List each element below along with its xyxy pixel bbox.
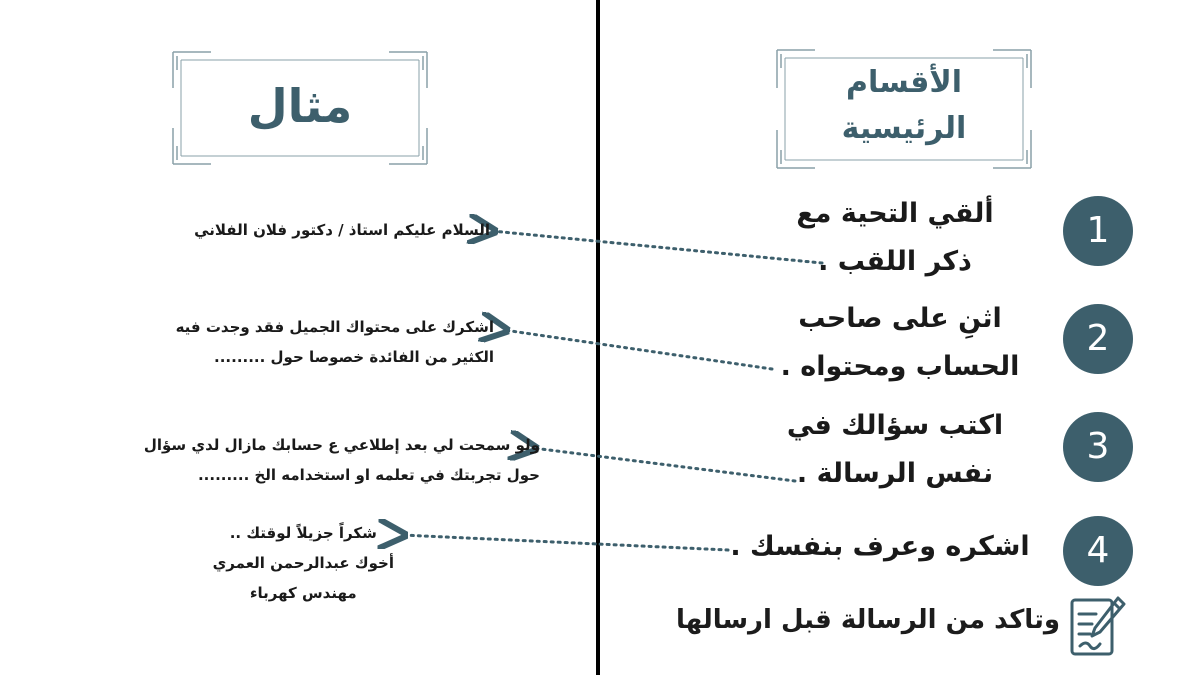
example-4-line1: شكراً جزيلاً لوقتك ..	[229, 524, 377, 542]
step-1-line2: ذكر اللقب .	[818, 246, 972, 277]
example-4-line3: مهندس كهرباء	[249, 584, 357, 602]
example-4-line2: أخوك عبدالرحمن العمري	[212, 554, 394, 572]
main-sections-title-line1: الأقسام	[845, 65, 963, 100]
main-sections-title-line2: الرئيسية	[841, 111, 967, 146]
edit-document-icon	[1068, 592, 1126, 662]
step-text-2	[765, 295, 1035, 391]
connector-2	[504, 330, 772, 369]
example-3-line1: ولو سمحت لي بعد إطلاعي ع حسابك مازال لدي سؤال	[143, 436, 540, 454]
step-2-line1: اثنِ على صاحب	[798, 303, 1002, 334]
step-text-3	[765, 402, 1025, 498]
step-4-line1: اشكره وعرف بنفسك .	[730, 531, 1030, 562]
example-title: مثال	[247, 79, 353, 133]
step-3-line1: اكتب سؤالك في	[786, 410, 1004, 441]
step-number-2: 2	[1063, 304, 1133, 374]
final-note: وتاكد من الرسالة قبل ارسالها	[676, 605, 1060, 635]
step-text-1	[765, 190, 1025, 286]
step-text-4	[720, 523, 1040, 571]
example-3	[144, 430, 540, 490]
example-4	[213, 518, 394, 608]
example-1-line1: السلام عليكم استاذ / دكتور فلان الفلاني	[194, 221, 490, 239]
example-3-line2: حول تجربتك في تعلمه او استخدامه الخ .........	[197, 466, 540, 484]
step-2-line2: الحساب ومحتواه .	[780, 351, 1020, 382]
example-2-line1: اشكرك على محتواك الجميل فقد وجدت فيه	[175, 318, 494, 336]
connector-3	[533, 448, 795, 481]
example-2-line2: الكثير من الفائدة خصوصا حول .........	[214, 348, 494, 366]
step-number-4: 4	[1063, 516, 1133, 586]
example-1	[194, 215, 490, 245]
example-2	[176, 312, 494, 372]
step-number-1: 1	[1063, 196, 1133, 266]
step-number-3: 3	[1063, 412, 1133, 482]
step-1-line1: ألقي التحية مع	[796, 198, 994, 229]
step-3-line2: نفس الرسالة .	[796, 458, 994, 489]
connector-4	[402, 535, 728, 550]
